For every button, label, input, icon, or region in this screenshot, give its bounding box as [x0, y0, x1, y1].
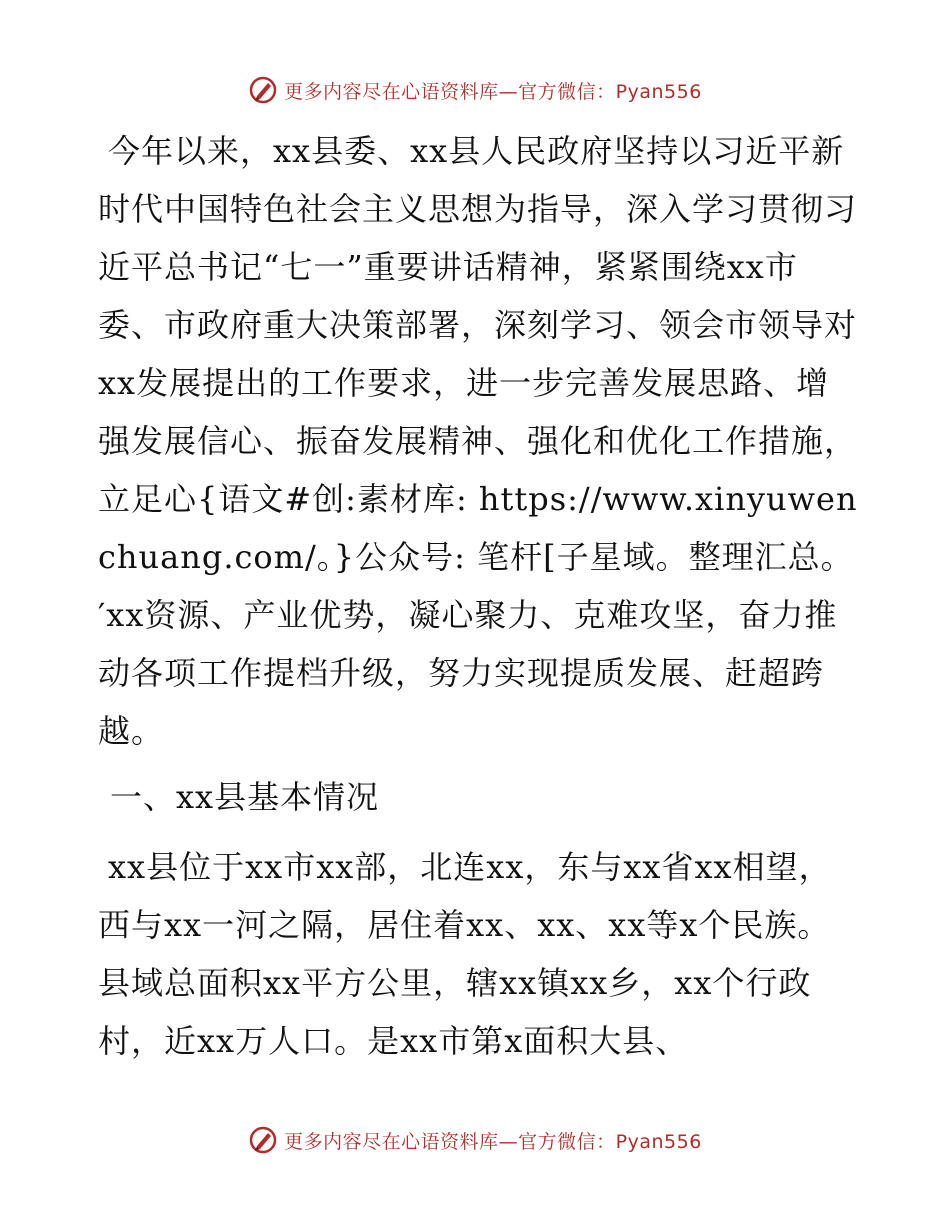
footer-banner — [0, 1120, 950, 1160]
pen-logo-icon — [248, 1125, 278, 1155]
header-banner — [0, 70, 950, 110]
section-heading: 一、xx县基本情况 — [110, 778, 380, 816]
document-body — [98, 122, 858, 1070]
paragraph-basic-info: xx县位于xx市xx部，北连xx，东与xx省xx相望，西与xx一河之隔，居住着xx、xx、xx等x个民族。县域总面积xx平方公里，辖xx镇xx乡，xx个行政村，近xx万人口。是xx市第x面积大县、 — [98, 848, 832, 1060]
paragraph-intro: 今年以来，xx县委、xx县人民政府坚持以习近平新时代中国特色社会主义思想为指导，深入学习贯彻习近平总书记“七一”重要讲话精神，紧紧围绕xx市委、市政府重大决策部署，深刻学习、领会市领导对xx发展提出的工作要求，进一步完善发展思路、增强发展信心、振奋发展精神、强化和优化工作措施，立足心{语文#创:素材库: https://www.xinyuwenchuang.com/。}公众号: 笔杆[子星域。整理汇总。′xx资源、产业优势，凝心聚力、克难攻坚，奋力推动各项工作提档升级，努力实现提质发展、赶超跨越。 — [98, 132, 858, 750]
pen-logo-icon — [248, 75, 278, 105]
header-banner-text: 更多内容尽在心语资料库—官方微信：Pyan556 — [284, 80, 702, 103]
footer-banner-text: 更多内容尽在心语资料库—官方微信：Pyan556 — [284, 1130, 702, 1153]
